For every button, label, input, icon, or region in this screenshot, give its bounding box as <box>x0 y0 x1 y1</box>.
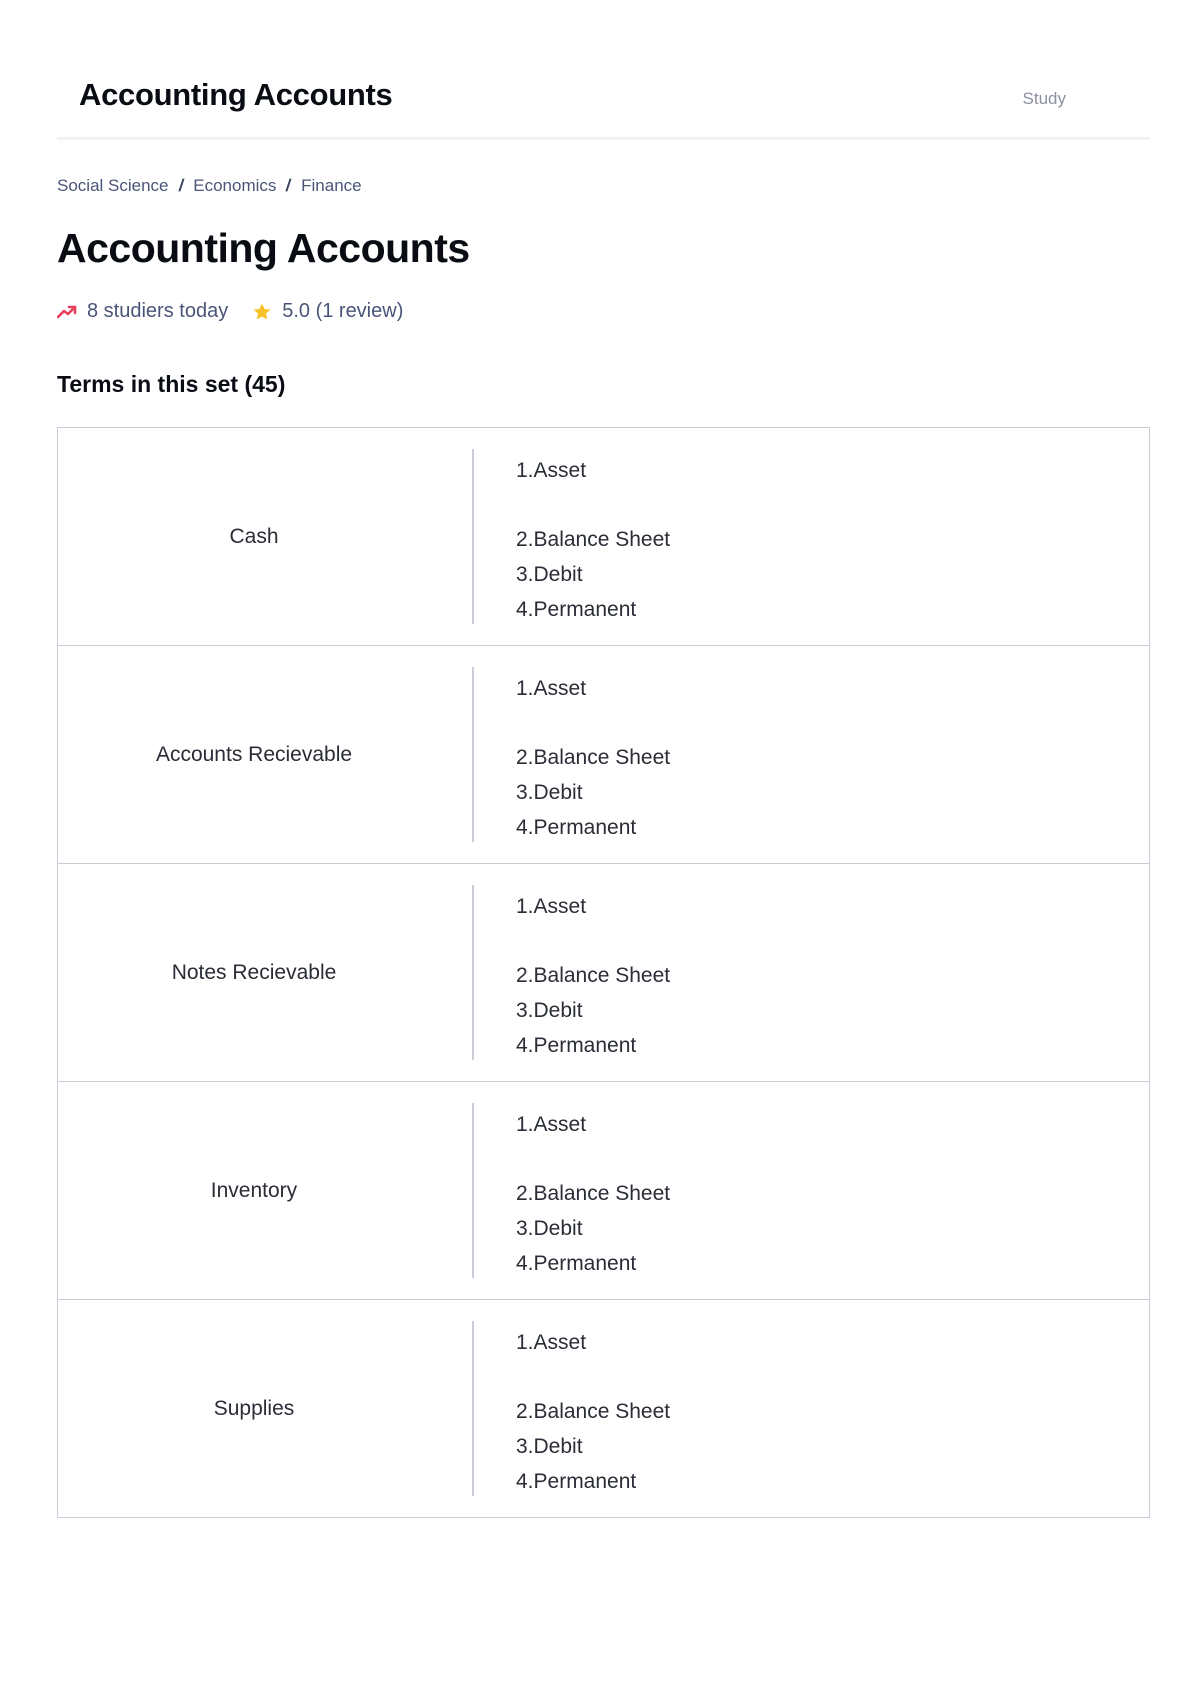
definition-line: 4.Permanent <box>516 598 637 621</box>
definition-line: 1.Asset <box>516 1113 587 1136</box>
term-definition <box>516 671 670 845</box>
term-word: Notes Recievable <box>171 960 337 984</box>
term-word: Cash <box>229 524 279 548</box>
breadcrumb-separator: / <box>177 176 185 195</box>
term-word: Supplies <box>213 1396 295 1420</box>
term-card[interactable] <box>57 1081 1150 1300</box>
term-divider <box>472 885 474 1060</box>
term-card[interactable] <box>57 863 1150 1082</box>
definition-line: 3.Debit <box>516 999 583 1022</box>
breadcrumb-social-science[interactable]: Social Science <box>57 176 169 195</box>
term-definition <box>516 889 670 1063</box>
set-stats <box>57 300 403 323</box>
terms-list <box>57 428 1150 1518</box>
breadcrumb-separator: / <box>285 176 293 195</box>
breadcrumb <box>57 176 362 196</box>
term-divider <box>472 1103 474 1278</box>
page-title: Accounting Accounts <box>57 225 470 271</box>
term-divider <box>472 1321 474 1496</box>
top-bar <box>57 60 1150 140</box>
breadcrumb-finance[interactable]: Finance <box>301 176 362 195</box>
star-icon <box>252 302 272 322</box>
study-link[interactable]: Study <box>1022 89 1066 108</box>
header-title[interactable]: Accounting Accounts <box>79 77 393 112</box>
definition-line: 1.Asset <box>516 677 587 700</box>
definition-line: 4.Permanent <box>516 1034 637 1057</box>
term-definition <box>516 1325 670 1499</box>
term-word: Inventory <box>210 1178 298 1202</box>
definition-line: 4.Permanent <box>516 1252 637 1275</box>
definition-line: 2.Balance Sheet <box>516 528 671 551</box>
definition-line: 3.Debit <box>516 563 583 586</box>
breadcrumb-economics[interactable]: Economics <box>193 176 277 195</box>
term-word: Accounts Recievable <box>155 742 353 766</box>
studiers-count: 8 studiers today <box>87 300 229 322</box>
definition-line: 2.Balance Sheet <box>516 1400 671 1423</box>
term-definition <box>516 1107 670 1281</box>
trending-up-icon <box>57 305 77 319</box>
definition-line: 1.Asset <box>516 1331 587 1354</box>
definition-line: 2.Balance Sheet <box>516 746 671 769</box>
definition-line: 2.Balance Sheet <box>516 1182 671 1205</box>
terms-heading: Terms in this set (45) <box>57 371 286 397</box>
definition-line: 4.Permanent <box>516 816 637 839</box>
definition-line: 1.Asset <box>516 895 587 918</box>
rating-text[interactable]: 5.0 (1 review) <box>282 300 404 322</box>
term-divider <box>472 449 474 624</box>
definition-line: 3.Debit <box>516 1217 583 1240</box>
term-card[interactable] <box>57 427 1150 646</box>
definition-line: 1.Asset <box>516 459 587 482</box>
definition-line: 3.Debit <box>516 1435 583 1458</box>
term-card[interactable] <box>57 1299 1150 1518</box>
definition-line: 3.Debit <box>516 781 583 804</box>
term-card[interactable] <box>57 645 1150 864</box>
term-definition <box>516 453 670 627</box>
term-divider <box>472 667 474 842</box>
definition-line: 2.Balance Sheet <box>516 964 671 987</box>
definition-line: 4.Permanent <box>516 1470 637 1493</box>
